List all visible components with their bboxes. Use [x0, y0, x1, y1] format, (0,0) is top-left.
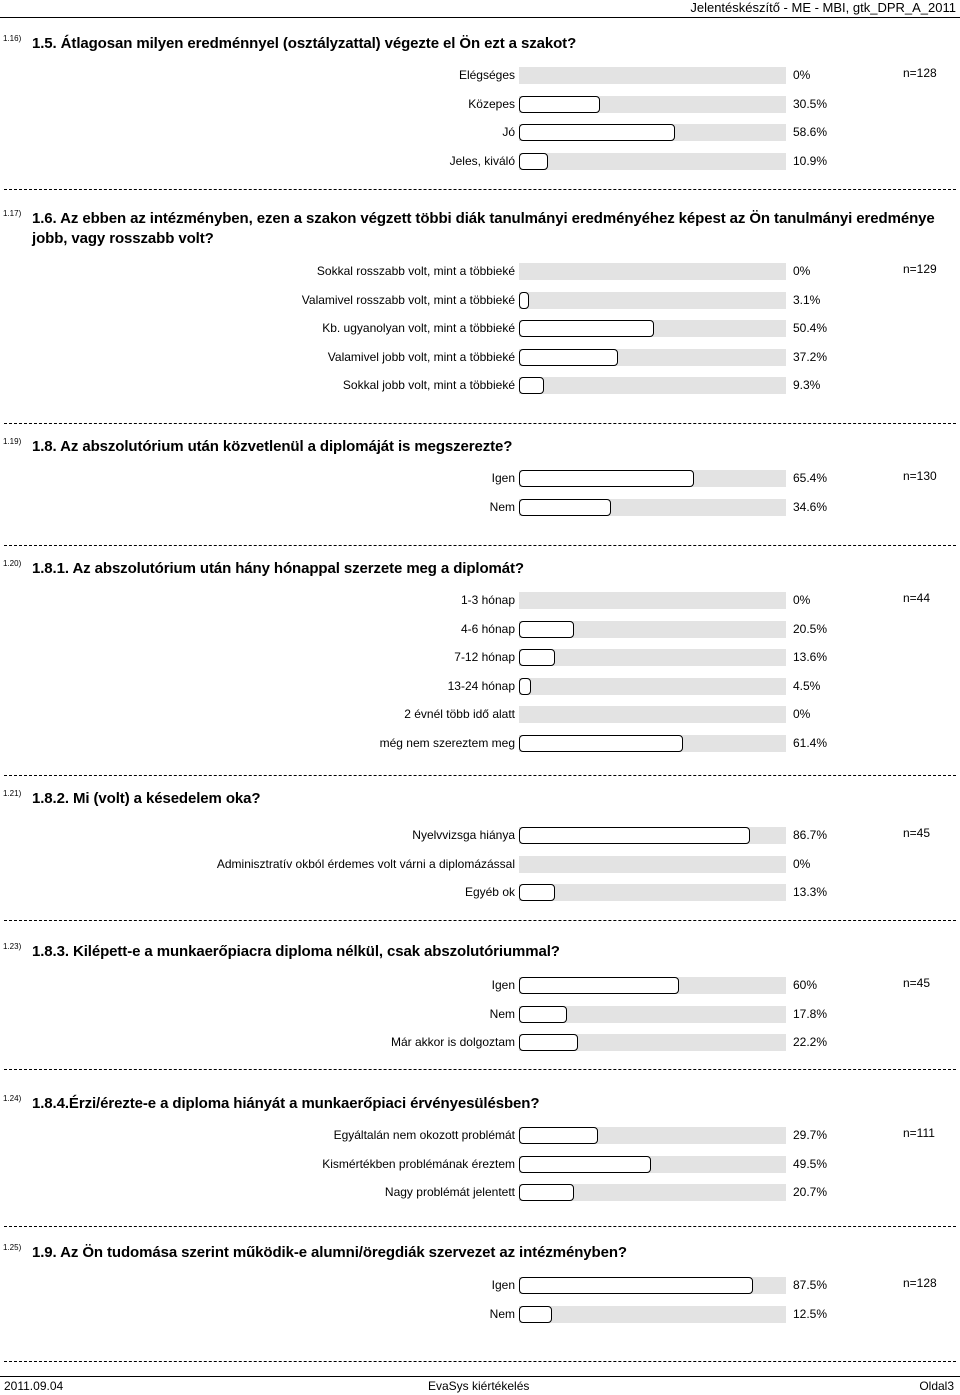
section-separator — [4, 1361, 956, 1362]
answer-percentage: 0% — [793, 264, 811, 278]
response-count: n=45 — [903, 976, 931, 990]
section-separator — [4, 1069, 956, 1070]
bar-fill — [519, 1034, 578, 1051]
answer-row — [0, 498, 960, 520]
answer-percentage: 50.4% — [793, 321, 828, 336]
report-header: Jelentéskészítő - ME - MBI, gtk_DPR_A_2011 — [690, 0, 956, 15]
bar-track — [519, 827, 786, 844]
answer-label: 13-24 hónap — [447, 678, 515, 693]
answer-percentage: 60% — [793, 978, 818, 992]
bar-track — [519, 470, 786, 487]
bar-track — [519, 153, 786, 170]
answer-label: Adminisztratív okból érdemes volt várni a diplomázással — [216, 856, 515, 871]
answer-row — [0, 376, 960, 398]
bar-fill — [519, 1006, 567, 1023]
answer-label: még nem szereztem meg — [379, 736, 515, 750]
answer-row — [0, 291, 960, 313]
answer-label: 7-12 hónap — [454, 650, 515, 665]
answer-label: Nagy problémát jelentett — [384, 1185, 515, 1200]
answer-row — [0, 677, 960, 699]
answer-label: 2 évnél több idő alatt — [404, 707, 515, 722]
bar-track — [519, 263, 786, 280]
bar-track — [519, 1306, 786, 1323]
answer-row — [0, 262, 960, 284]
answer-percentage: 87.5% — [793, 1278, 828, 1292]
answer-row — [0, 469, 960, 491]
answer-row — [0, 705, 960, 727]
response-count: n=44 — [903, 591, 931, 605]
bar-track — [519, 349, 786, 366]
section-separator — [4, 423, 956, 424]
bar-track — [519, 649, 786, 666]
bar-track — [519, 67, 786, 84]
bar-track — [519, 621, 786, 638]
answer-percentage: 13.3% — [793, 885, 828, 900]
answer-row — [0, 1305, 960, 1327]
bar-fill — [519, 1127, 598, 1144]
footer-divider — [0, 1376, 960, 1377]
answer-percentage: 20.7% — [793, 1185, 828, 1200]
answer-label: Nyelvvizsga hiánya — [412, 828, 515, 842]
answer-percentage: 58.6% — [793, 125, 828, 140]
footer-date: 2011.09.04 — [4, 1379, 64, 1393]
response-count: n=128 — [903, 1276, 937, 1290]
answer-label: Egyáltalán nem okozott problémát — [333, 1128, 515, 1142]
bar-track — [519, 706, 786, 723]
answer-row — [0, 976, 960, 998]
question-number: 1.25) — [3, 1243, 22, 1252]
bar-fill — [519, 320, 654, 337]
bar-fill — [519, 649, 555, 666]
answer-row — [0, 855, 960, 877]
answer-label: Jó — [502, 125, 515, 140]
bar-track — [519, 884, 786, 901]
bar-fill — [519, 292, 529, 309]
answer-row — [0, 1005, 960, 1027]
footer-system: EvaSys kiértékelés — [428, 1379, 530, 1393]
answer-label: Sokkal rosszabb volt, mint a többieké — [316, 264, 515, 278]
answer-percentage: 0% — [793, 68, 811, 82]
question-number: 1.24) — [3, 1094, 22, 1103]
bar-track — [519, 856, 786, 873]
bar-fill — [519, 124, 675, 141]
question-title: 1.6. Az ebben az intézményben, ezen a szakon végzett többi diák tanulmányi eredményéhez képest az Ön tanulmányi eredménye jobb, vagy rosszabb volt? — [32, 210, 935, 247]
bar-track — [519, 96, 786, 113]
bar-fill — [519, 884, 555, 901]
bar-track — [519, 678, 786, 695]
answer-percentage: 49.5% — [793, 1156, 828, 1171]
bar-track — [519, 1006, 786, 1023]
answer-label: Valamivel rosszabb volt, mint a többieké — [301, 292, 515, 307]
answer-percentage: 29.7% — [793, 1128, 828, 1142]
bar-fill — [519, 621, 574, 638]
response-count: n=128 — [903, 66, 937, 80]
answer-label: Nem — [489, 499, 515, 514]
answer-label: Közepes — [468, 96, 515, 111]
bar-fill — [519, 1184, 574, 1201]
section-separator — [4, 1226, 956, 1227]
answer-percentage: 0% — [793, 707, 811, 722]
bar-track — [519, 320, 786, 337]
answer-row — [0, 319, 960, 341]
question-title: 1.8.3. Kilépett-e a munkaerőpiacra diploma nélkül, csak abszolutóriummal? — [32, 943, 560, 960]
answer-percentage: 3.1% — [793, 292, 821, 307]
answer-percentage: 10.9% — [793, 153, 828, 168]
answer-label: 1-3 hónap — [460, 593, 515, 607]
answer-label: 4-6 hónap — [460, 621, 515, 636]
answer-row — [0, 1276, 960, 1298]
section-separator — [4, 920, 956, 921]
answer-percentage: 0% — [793, 593, 811, 607]
response-count: n=130 — [903, 469, 937, 483]
answer-row — [0, 591, 960, 613]
question-title: 1.9. Az Ön tudomása szerint működik-e alumni/öregdiák szervezet az intézményben? — [32, 1244, 627, 1261]
answer-percentage: 0% — [793, 856, 811, 871]
bar-track — [519, 977, 786, 994]
response-count: n=45 — [903, 826, 931, 840]
bar-track — [519, 292, 786, 309]
question-number: 1.19) — [3, 437, 22, 446]
answer-label: Igen — [491, 471, 515, 485]
answer-label: Nem — [489, 1006, 515, 1021]
answer-percentage: 86.7% — [793, 828, 828, 842]
answer-percentage: 20.5% — [793, 621, 828, 636]
bar-track — [519, 377, 786, 394]
answer-label: Igen — [491, 978, 515, 992]
section-separator — [4, 775, 956, 776]
bar-fill — [519, 153, 548, 170]
bar-fill — [519, 1277, 753, 1294]
bar-fill — [519, 678, 531, 695]
answer-percentage: 9.3% — [793, 378, 821, 393]
answer-percentage: 22.2% — [793, 1035, 828, 1050]
answer-row — [0, 734, 960, 756]
question-number: 1.20) — [3, 559, 22, 568]
answer-percentage: 61.4% — [793, 736, 828, 750]
answer-row — [0, 1183, 960, 1205]
answer-percentage: 34.6% — [793, 499, 828, 514]
answer-label: Kb. ugyanolyan volt, mint a többieké — [322, 321, 515, 336]
answer-label: Egyéb ok — [464, 885, 515, 900]
answer-label: Elégséges — [458, 68, 515, 82]
answer-row — [0, 620, 960, 642]
answer-row — [0, 826, 960, 848]
bar-track — [519, 1156, 786, 1173]
bar-fill — [519, 499, 611, 516]
bar-fill — [519, 470, 694, 487]
question-number: 1.17) — [3, 209, 22, 218]
bar-track — [519, 1184, 786, 1201]
answer-label: Sokkal jobb volt, mint a többieké — [342, 378, 515, 393]
answer-row — [0, 348, 960, 370]
answer-percentage: 4.5% — [793, 678, 821, 693]
answer-row — [0, 66, 960, 88]
bar-track — [519, 1127, 786, 1144]
answer-percentage: 30.5% — [793, 96, 828, 111]
section-separator — [4, 189, 956, 190]
bar-track — [519, 499, 786, 516]
answer-label: Kismértékben problémának éreztem — [322, 1156, 515, 1171]
question-number: 1.16) — [3, 34, 22, 43]
answer-label: Már akkor is dolgoztam — [390, 1035, 515, 1050]
answer-label: Valamivel jobb volt, mint a többieké — [327, 349, 515, 364]
bar-fill — [519, 827, 750, 844]
question-number: 1.21) — [3, 789, 22, 798]
answer-row — [0, 1126, 960, 1148]
question-title: 1.8.4.Érzi/érezte-e a diploma hiányát a munkaerőpiaci érvényesülésben? — [32, 1095, 540, 1112]
answer-row — [0, 883, 960, 905]
answer-row — [0, 152, 960, 174]
answer-percentage: 65.4% — [793, 471, 828, 485]
answer-label: Igen — [491, 1278, 515, 1292]
bar-track — [519, 1034, 786, 1051]
question-title: 1.8.1. Az abszolutórium után hány hónappal szerzete meg a diplomát? — [32, 560, 524, 577]
answer-percentage: 17.8% — [793, 1006, 828, 1021]
answer-label: Nem — [489, 1306, 515, 1321]
bar-track — [519, 1277, 786, 1294]
bar-fill — [519, 349, 618, 366]
header-divider — [0, 17, 960, 18]
question-title: 1.8.2. Mi (volt) a késedelem oka? — [32, 790, 261, 807]
question-title: 1.8. Az abszolutórium után közvetlenül a diplomáját is megszerezte? — [32, 438, 513, 455]
answer-percentage: 37.2% — [793, 349, 828, 364]
answer-row — [0, 1033, 960, 1055]
question-number: 1.23) — [3, 942, 22, 951]
answer-row — [0, 1155, 960, 1177]
bar-fill — [519, 1156, 651, 1173]
answer-percentage: 13.6% — [793, 650, 828, 665]
bar-track — [519, 124, 786, 141]
footer-page-number: Oldal3 — [919, 1379, 954, 1393]
response-count: n=111 — [903, 1126, 935, 1140]
section-separator — [4, 545, 956, 546]
bar-fill — [519, 96, 600, 113]
bar-fill — [519, 977, 679, 994]
answer-label: Jeles, kiváló — [449, 153, 515, 168]
question-title: 1.5. Átlagosan milyen eredménnyel (osztályzattal) végezte el Ön ezt a szakot? — [32, 35, 577, 52]
answer-row — [0, 123, 960, 145]
bar-fill — [519, 735, 683, 752]
answer-row — [0, 648, 960, 670]
bar-fill — [519, 1306, 552, 1323]
bar-track — [519, 592, 786, 609]
response-count: n=129 — [903, 262, 937, 276]
answer-percentage: 12.5% — [793, 1306, 828, 1321]
bar-fill — [519, 377, 544, 394]
bar-track — [519, 735, 786, 752]
answer-row — [0, 95, 960, 117]
